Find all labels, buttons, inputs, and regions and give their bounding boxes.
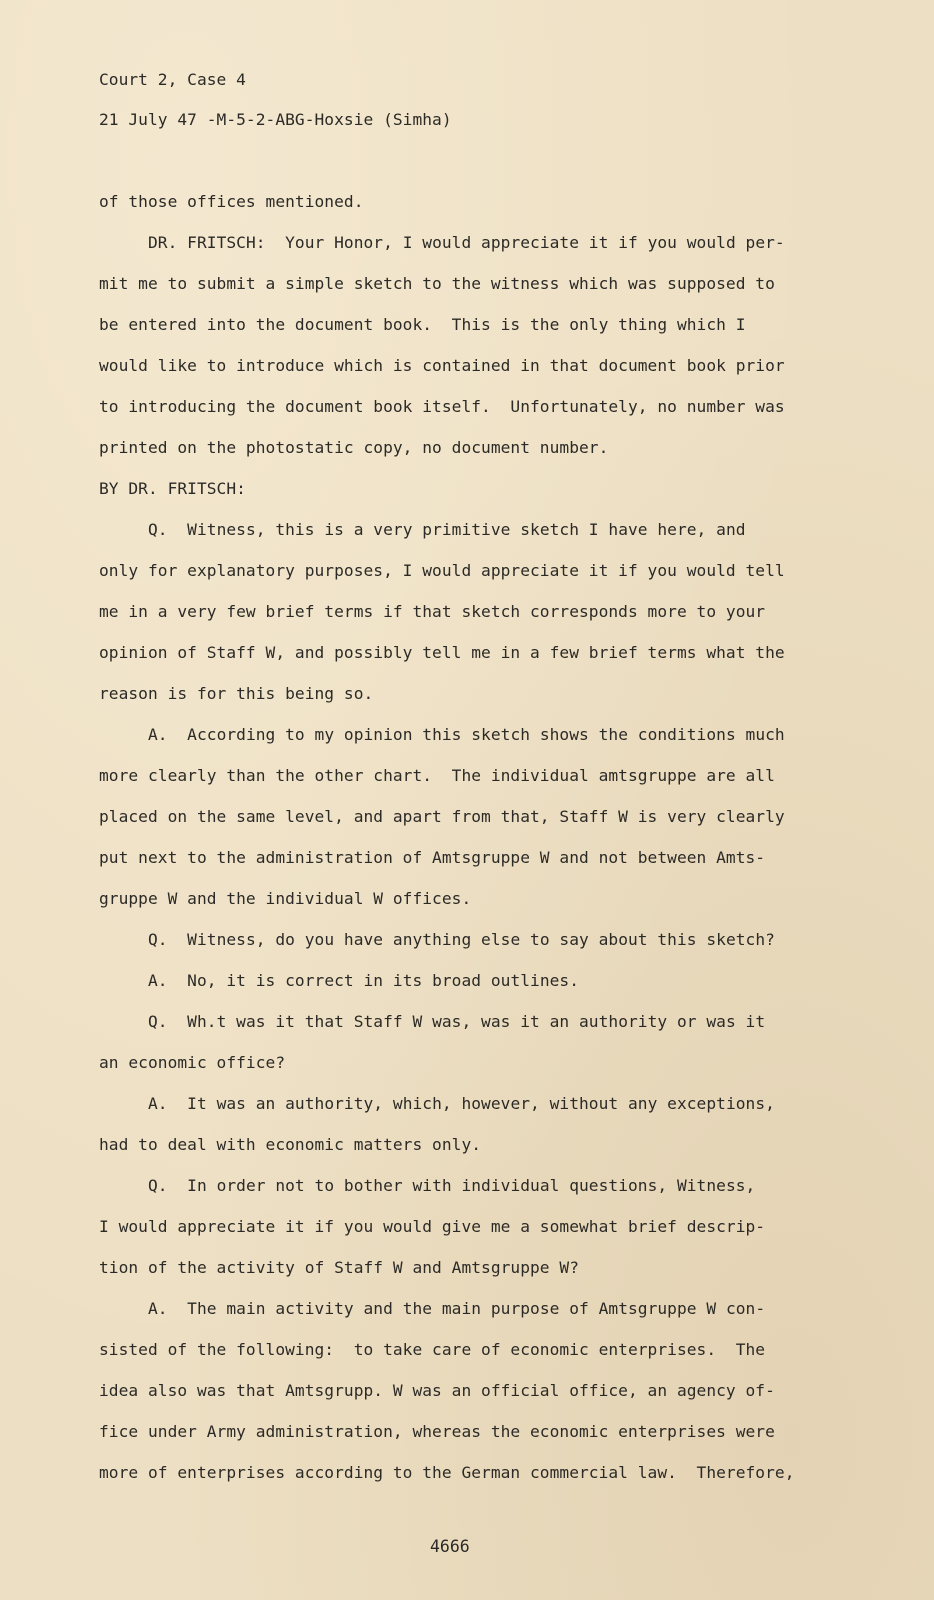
text-line: mit me to submit a simple sketch to the witness which was supposed to xyxy=(99,274,775,293)
text-line: more of enterprises according to the German commercial law. Therefore, xyxy=(99,1463,795,1482)
text-line: BY DR. FRITSCH: xyxy=(99,479,246,498)
header-case-line: Court 2, Case 4 xyxy=(99,70,246,89)
text-line: Q. Wh.t was it that Staff W was, was it an authority or was it xyxy=(148,1012,766,1031)
text-line: of those offices mentioned. xyxy=(99,192,364,211)
text-line: idea also was that Amtsgrupp. W was an official office, an agency of- xyxy=(99,1381,775,1400)
text-line: DR. FRITSCH: Your Honor, I would appreciate it if you would per- xyxy=(148,233,785,252)
text-line: placed on the same level, and apart from that, Staff W is very clearly xyxy=(99,807,785,826)
text-line: an economic office? xyxy=(99,1053,286,1072)
text-line: Q. Witness, do you have anything else to say about this sketch? xyxy=(148,930,775,949)
text-line: tion of the activity of Staff W and Amtsgruppe W? xyxy=(99,1258,579,1277)
text-line: more clearly than the other chart. The individual amtsgruppe are all xyxy=(99,766,775,785)
text-line: A. It was an authority, which, however, without any exceptions, xyxy=(148,1094,775,1113)
text-line: me in a very few brief terms if that sketch corresponds more to your xyxy=(99,602,766,621)
text-line: fice under Army administration, whereas the economic enterprises were xyxy=(99,1422,775,1441)
text-line: only for explanatory purposes, I would appreciate it if you would tell xyxy=(99,561,785,580)
header-date-line: 21 July 47 -M-5-2-ABG-Hoxsie (Simha) xyxy=(99,110,452,129)
text-line: put next to the administration of Amtsgruppe W and not between Amts- xyxy=(99,848,766,867)
text-line: opinion of Staff W, and possibly tell me in a few brief terms what the xyxy=(99,643,785,662)
text-line: sisted of the following: to take care of economic enterprises. The xyxy=(99,1340,766,1359)
text-line: A. The main activity and the main purpose of Amtsgruppe W con- xyxy=(148,1299,766,1318)
page-number: 4666 xyxy=(430,1537,470,1556)
text-line: to introducing the document book itself. Unfortunately, no number was xyxy=(99,397,785,416)
text-line: I would appreciate it if you would give me a somewhat brief descrip- xyxy=(99,1217,766,1236)
text-line: would like to introduce which is contained in that document book prior xyxy=(99,356,785,375)
text-line: had to deal with economic matters only. xyxy=(99,1135,482,1154)
text-line: reason is for this being so. xyxy=(99,684,374,703)
text-line: Q. In order not to bother with individual questions, Witness, xyxy=(148,1176,756,1195)
text-line: Q. Witness, this is a very primitive sketch I have here, and xyxy=(148,520,746,539)
text-line: gruppe W and the individual W offices. xyxy=(99,889,472,908)
text-line: printed on the photostatic copy, no document number. xyxy=(99,438,609,457)
text-line: be entered into the document book. This is the only thing which I xyxy=(99,315,746,334)
text-line: A. No, it is correct in its broad outlines. xyxy=(148,971,580,990)
text-line: A. According to my opinion this sketch shows the conditions much xyxy=(148,725,785,744)
